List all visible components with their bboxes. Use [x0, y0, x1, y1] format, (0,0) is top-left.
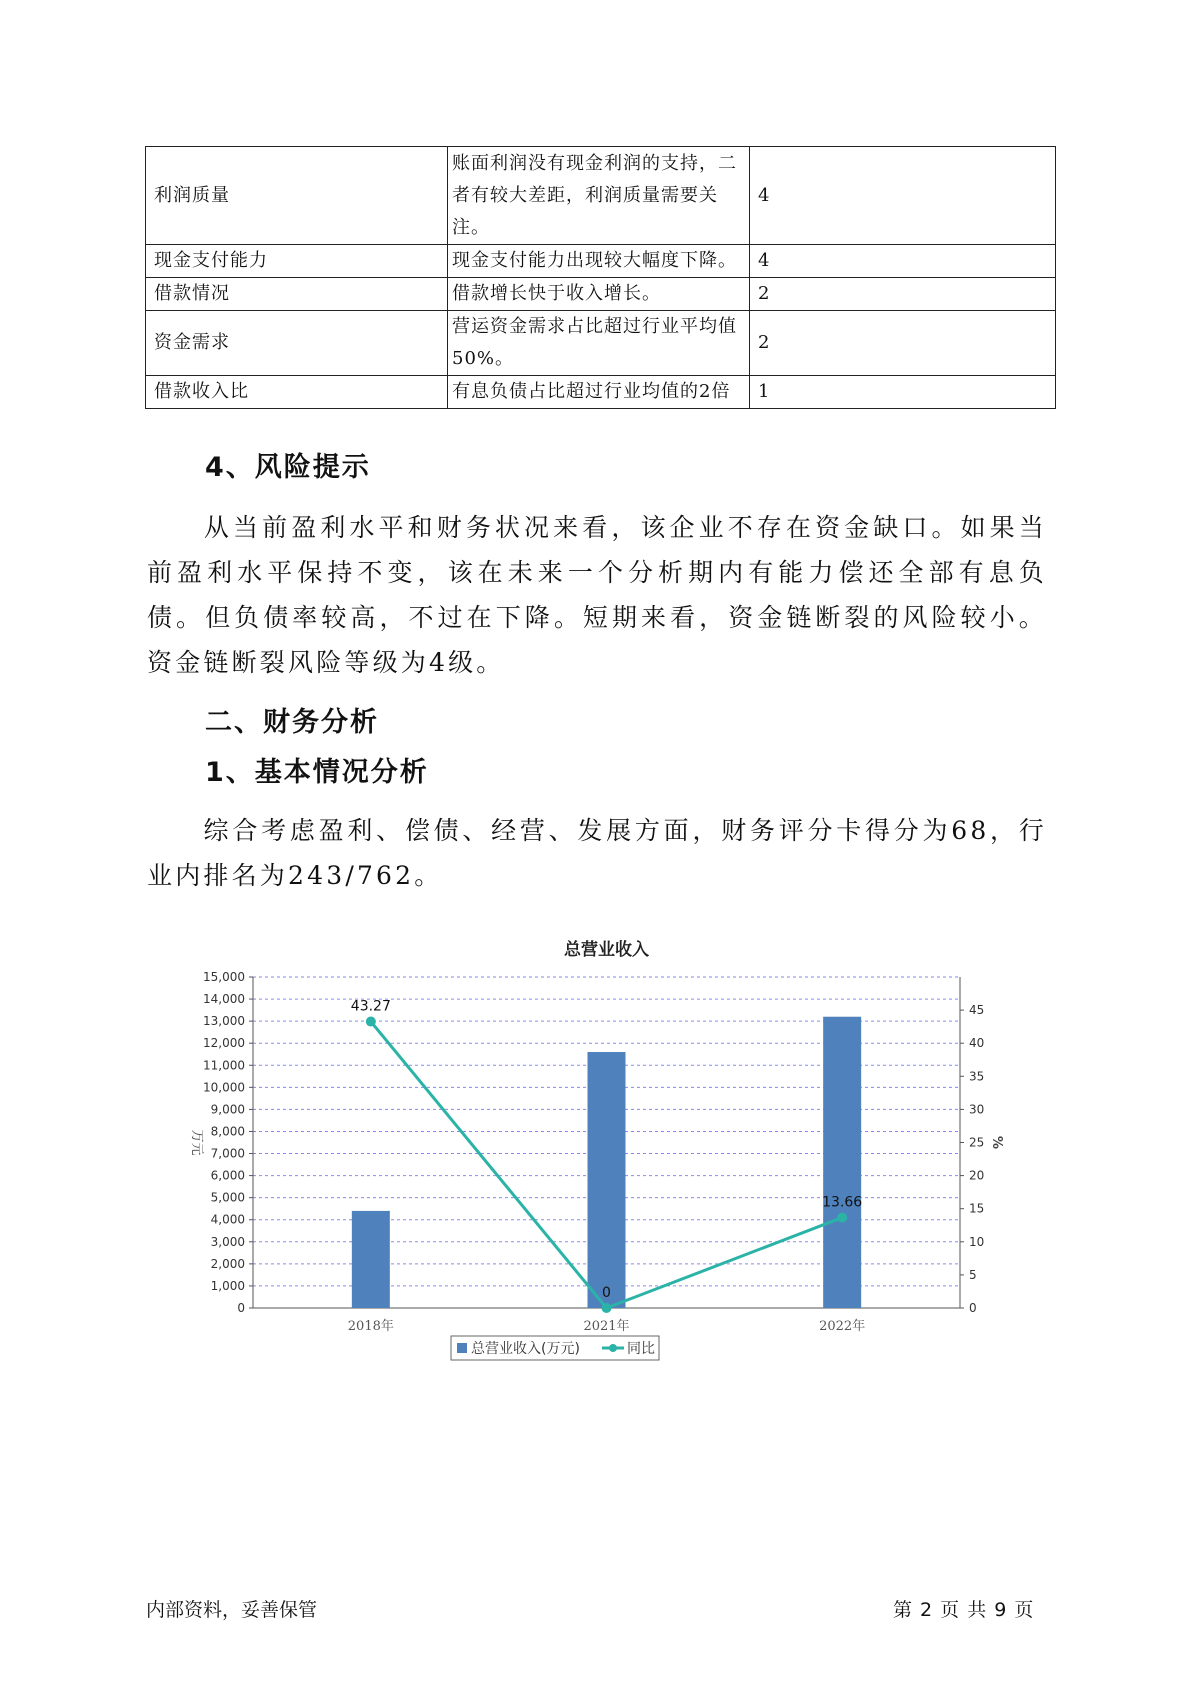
risk-table — [145, 146, 1056, 409]
table-cell-score: 2 — [750, 311, 1056, 376]
bar — [823, 1017, 861, 1308]
y-tick-label: 4,000 — [210, 1212, 245, 1227]
footer-note: 内部资料，妥善保管 — [146, 1599, 318, 1621]
y2-tick-label: 30 — [969, 1102, 985, 1117]
table-row — [146, 278, 1056, 311]
table-row — [146, 245, 1056, 278]
table-cell-desc: 借款增长快于收入增长。 — [448, 278, 750, 311]
table-cell-desc: 有息负债占比超过行业均值的2倍 — [448, 376, 750, 409]
y-tick-label: 8,000 — [210, 1124, 245, 1139]
table-cell-item: 现金支付能力 — [146, 245, 448, 278]
part-heading: 二、财务分析 — [205, 707, 379, 738]
data-label: 13.66 — [822, 1194, 863, 1211]
table-row — [146, 311, 1056, 376]
table-cell-item: 利润质量 — [146, 147, 448, 245]
y-tick-label: 3,000 — [210, 1234, 245, 1249]
data-label: 0 — [602, 1285, 611, 1301]
chart-title: 总营业收入 — [564, 940, 649, 960]
paragraph-text: 从当前盈利水平和财务状况来看，该企业不存在资金缺口。如果当前盈利水平保持不变，该在未来一个分析期内有能力偿还全部有息负债。但负债率较高，不过在下降。短期来看，资金链断裂的风险较小。资金链断裂风险等级为4级。 — [147, 513, 1047, 677]
legend-swatch-point — [609, 1344, 617, 1352]
y2-axis-label: % — [989, 1135, 1004, 1150]
page-number: 第 2 页 共 9 页 — [893, 1599, 1035, 1621]
y-tick-label: 0 — [237, 1301, 245, 1315]
table-cell-item: 借款情况 — [146, 278, 448, 311]
x-tick-label: 2022年 — [819, 1319, 866, 1334]
table-cell-desc: 账面利润没有现金利润的支持，二者有较大差距，利润质量需要关注。 — [448, 147, 750, 245]
y2-tick-label: 5 — [969, 1267, 977, 1282]
y-tick-label: 9,000 — [210, 1102, 245, 1117]
y-tick-label: 11,000 — [203, 1058, 245, 1073]
y-tick-label: 10,000 — [203, 1080, 245, 1095]
paragraph-text: 综合考虑盈利、偿债、经营、发展方面，财务评分卡得分为68，行业内排名为243/762。 — [147, 816, 1047, 890]
bar — [588, 1052, 626, 1308]
y2-tick-label: 10 — [969, 1234, 985, 1249]
y2-tick-label: 35 — [969, 1069, 985, 1084]
y2-tick-label: 45 — [969, 1003, 985, 1018]
paragraph-basic — [147, 808, 1047, 898]
y-tick-label: 12,000 — [203, 1036, 245, 1051]
table-cell-item: 资金需求 — [146, 311, 448, 376]
legend-label: 同比 — [627, 1341, 655, 1357]
legend-swatch-bar — [457, 1343, 467, 1353]
y-tick-label: 5,000 — [210, 1190, 245, 1205]
line-point — [837, 1213, 847, 1223]
table-cell-desc: 营运资金需求占比超过行业平均值50%。 — [448, 311, 750, 376]
y-tick-label: 1,000 — [210, 1278, 245, 1293]
table-cell-score: 4 — [750, 147, 1056, 245]
x-tick-label: 2018年 — [347, 1319, 394, 1334]
table-cell-score: 2 — [750, 278, 1056, 311]
table-row — [146, 147, 1056, 245]
revenue-chart — [175, 925, 1025, 1385]
y-tick-label: 6,000 — [210, 1168, 245, 1183]
y-axis-label: 万元 — [189, 1129, 204, 1156]
x-tick-label: 2021年 — [583, 1319, 630, 1334]
section-heading: 4、风险提示 — [205, 452, 371, 483]
y2-tick-label: 25 — [969, 1135, 985, 1150]
y-tick-label: 7,000 — [210, 1146, 245, 1161]
table-cell-score: 1 — [750, 376, 1056, 409]
y2-tick-label: 20 — [969, 1168, 985, 1183]
paragraph-risk — [147, 505, 1047, 685]
y2-tick-label: 40 — [969, 1036, 985, 1051]
bar — [352, 1211, 390, 1308]
y-tick-label: 14,000 — [203, 992, 245, 1007]
y2-tick-label: 15 — [969, 1201, 985, 1216]
y-tick-label: 13,000 — [203, 1014, 245, 1029]
data-label: 43.27 — [350, 998, 391, 1015]
table-cell-item: 借款收入比 — [146, 376, 448, 409]
table-row — [146, 376, 1056, 409]
table-cell-score: 4 — [750, 245, 1056, 278]
table-cell-desc: 现金支付能力出现较大幅度下降。 — [448, 245, 750, 278]
line-point — [602, 1303, 612, 1313]
y-tick-label: 15,000 — [203, 970, 245, 984]
line-point — [366, 1017, 376, 1027]
legend-label: 总营业收入(万元) — [471, 1341, 580, 1357]
section-heading: 1、基本情况分析 — [205, 757, 429, 788]
y-tick-label: 2,000 — [210, 1256, 245, 1271]
chart-svg — [175, 925, 1025, 1385]
y2-tick-label: 0 — [969, 1301, 977, 1315]
